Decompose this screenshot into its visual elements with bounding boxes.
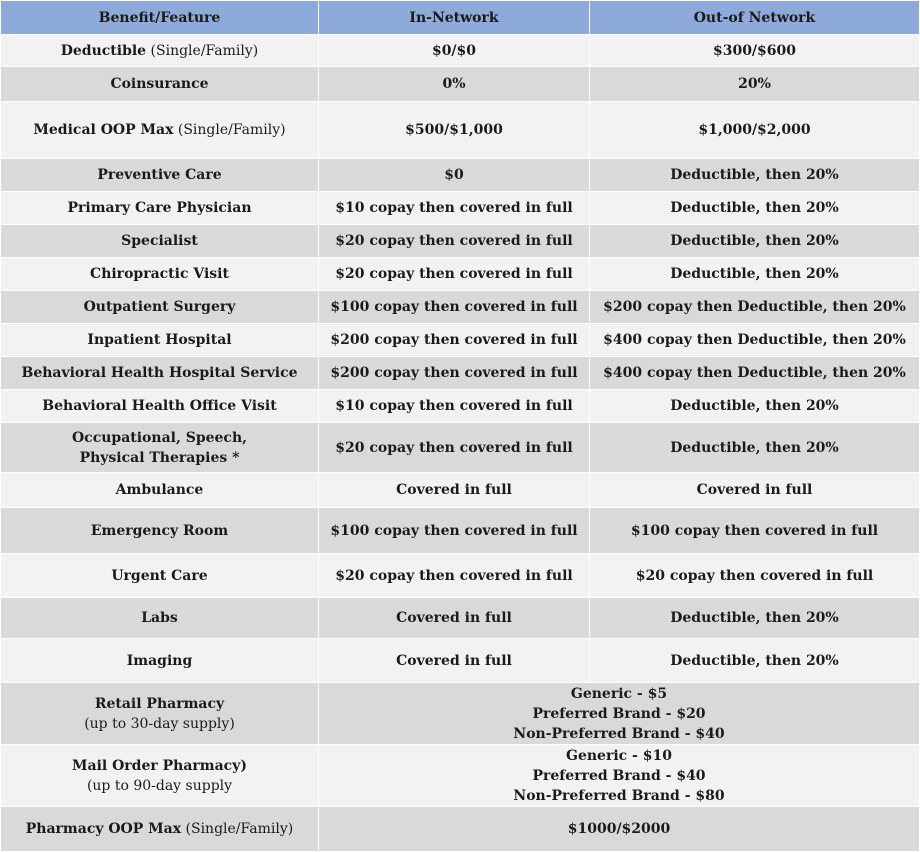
benefit-name: Preventive Care <box>1 159 319 192</box>
benefit-cell <box>1 683 319 745</box>
benefit-name: Emergency Room <box>1 508 319 554</box>
in-network-cell: $100 copay then covered in full <box>319 291 590 324</box>
tier-generic: Generic - $5 <box>570 685 668 702</box>
in-network-cell: $200 copay then covered in full <box>319 357 590 390</box>
in-network-cell: Covered in full <box>319 598 590 639</box>
in-network-cell: $0 <box>319 159 590 192</box>
out-network-cell: 20% <box>590 67 920 102</box>
benefit-cell <box>1 807 319 852</box>
benefit-name: Specialist <box>1 225 319 258</box>
out-network-cell: Covered in full <box>590 473 920 508</box>
benefit-name: Behavioral Health Office Visit <box>1 390 319 423</box>
table-row <box>1 102 920 159</box>
header-row <box>1 1 920 35</box>
out-network-cell: Deductible, then 20% <box>590 598 920 639</box>
out-network-cell: $100 copay then covered in full <box>590 508 920 554</box>
out-network-cell: Deductible, then 20% <box>590 258 920 291</box>
table-row <box>1 357 920 390</box>
in-network-cell: $500/$1,000 <box>319 102 590 159</box>
out-network-cell: Deductible, then 20% <box>590 159 920 192</box>
benefit-suffix: (Single/Family) <box>177 122 286 138</box>
table-row <box>1 67 920 102</box>
table-row <box>1 639 920 683</box>
benefit-name: Deductible <box>60 42 147 59</box>
table-row <box>1 324 920 357</box>
benefit-name: Urgent Care <box>1 554 319 598</box>
out-network-cell: Deductible, then 20% <box>590 423 920 473</box>
benefit-name-line1: Occupational, Speech, <box>71 429 247 446</box>
table-row <box>1 258 920 291</box>
benefit-cell <box>1 423 319 473</box>
benefit-cell <box>1 102 319 159</box>
table-row <box>1 473 920 508</box>
benefit-name-line2: Physical Therapies * <box>79 449 240 466</box>
table-row <box>1 192 920 225</box>
benefit-name: Ambulance <box>1 473 319 508</box>
pharmacy-tiers-cell <box>319 683 920 745</box>
out-network-cell: $20 copay then covered in full <box>590 554 920 598</box>
pharmacy-oop-value: $1000/$2000 <box>319 807 920 852</box>
out-network-cell: Deductible, then 20% <box>590 639 920 683</box>
benefit-suffix: (Single/Family) <box>150 42 259 59</box>
out-network-cell: $300/$600 <box>590 35 920 67</box>
benefit-name: Retail Pharmacy <box>94 695 225 712</box>
table-row <box>1 423 920 473</box>
table-row <box>1 159 920 192</box>
benefit-name: Medical OOP Max <box>33 122 174 138</box>
in-network-cell: Covered in full <box>319 473 590 508</box>
in-network-cell: $10 copay then covered in full <box>319 192 590 225</box>
tier-preferred: Preferred Brand - $20 <box>532 705 706 722</box>
header-in-network: In-Network <box>319 1 590 35</box>
in-network-cell: $100 copay then covered in full <box>319 508 590 554</box>
tier-non-preferred: Non-Preferred Brand - $40 <box>513 725 725 742</box>
tier-non-preferred: Non-Preferred Brand - $80 <box>513 787 725 804</box>
in-network-cell: $20 copay then covered in full <box>319 225 590 258</box>
table-row <box>1 225 920 258</box>
benefit-name: Chiropractic Visit <box>1 258 319 291</box>
tier-preferred: Preferred Brand - $40 <box>532 767 706 784</box>
header-benefit: Benefit/Feature <box>1 1 319 35</box>
table-row <box>1 508 920 554</box>
in-network-cell: Covered in full <box>319 639 590 683</box>
benefit-name: Pharmacy OOP Max <box>25 821 182 837</box>
table-row <box>1 390 920 423</box>
out-network-cell: Deductible, then 20% <box>590 225 920 258</box>
benefit-cell <box>1 745 319 807</box>
table-row <box>1 745 920 807</box>
in-network-cell: $10 copay then covered in full <box>319 390 590 423</box>
benefit-cell <box>1 35 319 67</box>
benefit-name: Labs <box>1 598 319 639</box>
out-network-cell: Deductible, then 20% <box>590 192 920 225</box>
out-network-cell: Deductible, then 20% <box>590 390 920 423</box>
benefit-note: (up to 30-day supply) <box>84 715 235 732</box>
in-network-cell: $200 copay then covered in full <box>319 324 590 357</box>
table-row <box>1 35 920 67</box>
benefit-name: Coinsurance <box>1 67 319 102</box>
table-row <box>1 598 920 639</box>
benefit-name: Imaging <box>1 639 319 683</box>
out-network-cell: $1,000/$2,000 <box>590 102 920 159</box>
benefit-name: Primary Care Physician <box>1 192 319 225</box>
pharmacy-tiers-cell <box>319 745 920 807</box>
table-row <box>1 554 920 598</box>
benefit-name: Inpatient Hospital <box>1 324 319 357</box>
in-network-cell: 0% <box>319 67 590 102</box>
benefit-name: Mail Order Pharmacy) <box>72 757 247 774</box>
in-network-cell: $0/$0 <box>319 35 590 67</box>
in-network-cell: $20 copay then covered in full <box>319 423 590 473</box>
out-network-cell: $200 copay then Deductible, then 20% <box>590 291 920 324</box>
header-out-network: Out-of Network <box>590 1 920 35</box>
tier-generic: Generic - $10 <box>566 747 672 764</box>
in-network-cell: $20 copay then covered in full <box>319 258 590 291</box>
benefit-suffix: (Single/Family) <box>185 821 294 837</box>
in-network-cell: $20 copay then covered in full <box>319 554 590 598</box>
table-row <box>1 291 920 324</box>
benefit-name: Outpatient Surgery <box>1 291 319 324</box>
out-network-cell: $400 copay then Deductible, then 20% <box>590 357 920 390</box>
out-network-cell: $400 copay then Deductible, then 20% <box>590 324 920 357</box>
benefit-note: (up to 90-day supply <box>86 777 233 794</box>
benefit-name: Behavioral Health Hospital Service <box>1 357 319 390</box>
table-row <box>1 807 920 852</box>
table-row <box>1 683 920 745</box>
